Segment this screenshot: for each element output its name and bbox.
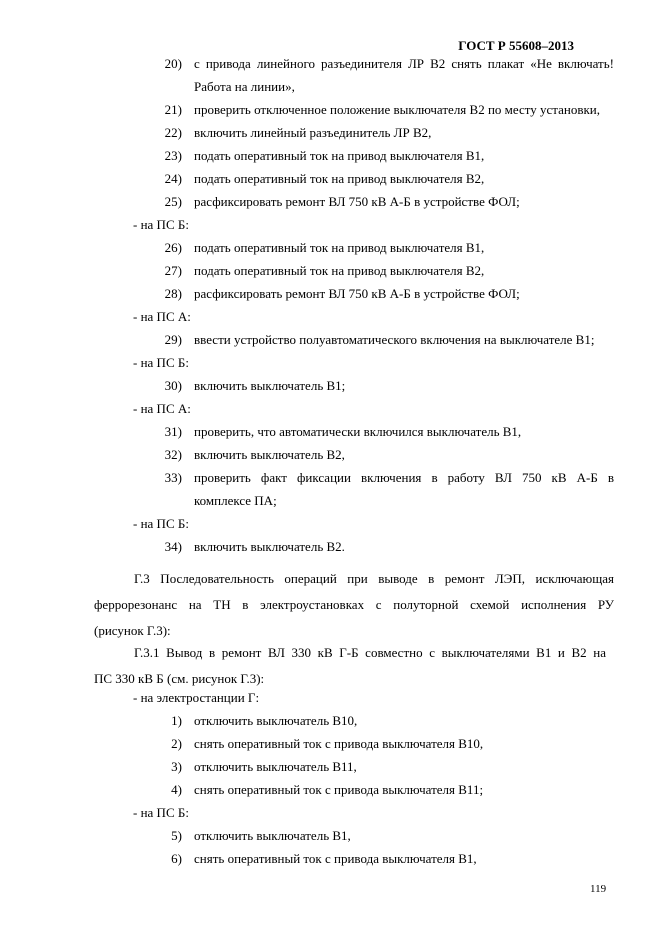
item-number: 5) (171, 828, 182, 843)
item-text: проверить, что автоматически включился выключатель В1, (194, 424, 522, 439)
item-text: отключить выключатель В10, (194, 713, 358, 728)
list-item (0, 56, 662, 74)
item-number: 27) (164, 263, 182, 278)
item-text: снять оперативный ток с привода выключателя В11; (194, 782, 484, 797)
list-item (0, 378, 662, 396)
item-text: ввести устройство полуавтоматического включения на выключателе В1; (194, 332, 595, 347)
list-item (0, 759, 662, 777)
section-paragraph (94, 640, 606, 692)
item-text-continuation: Работа на линии», (194, 79, 295, 94)
item-number: 20) (164, 56, 182, 71)
item-number: 28) (164, 286, 182, 301)
item-text: отключить выключатель В11, (194, 759, 357, 774)
substation-label: - на ПС А: (133, 309, 191, 324)
item-number: 25) (164, 194, 182, 209)
item-number: 21) (164, 102, 182, 117)
list-item (0, 194, 662, 212)
list-item-continuation (0, 493, 662, 511)
item-number: 32) (164, 447, 182, 462)
item-text: подать оперативный ток на привод выключателя В1, (194, 240, 485, 255)
item-text: включить линейный разъединитель ЛР В2, (194, 125, 432, 140)
item-number: 26) (164, 240, 182, 255)
item-text: с привода линейного разъединителя ЛР В2 снять плакат «Не включать! (194, 56, 614, 71)
item-number: 34) (164, 539, 182, 554)
list-item (0, 424, 662, 442)
section-paragraph (94, 566, 614, 644)
item-text-continuation: комплексе ПА; (194, 493, 277, 508)
item-text: подать оперативный ток на привод выключателя В1, (194, 148, 485, 163)
list-item (0, 828, 662, 846)
list-item (0, 240, 662, 258)
item-number: 3) (171, 759, 182, 774)
paragraph-line: феррорезонанс на ТН в электроустановках с полуторной схемой исполнения РУ (94, 597, 614, 612)
list-item-continuation (0, 79, 662, 97)
list-item (0, 736, 662, 754)
list-item (0, 171, 662, 189)
item-number: 23) (164, 148, 182, 163)
list-item (0, 125, 662, 143)
item-text: включить выключатель В2. (194, 539, 345, 554)
item-text: подать оперативный ток на привод выключателя В2, (194, 171, 485, 186)
item-text: включить выключатель В1; (194, 378, 346, 393)
list-item (0, 851, 662, 869)
item-number: 29) (164, 332, 182, 347)
substation-label: - на ПС Б: (133, 217, 189, 232)
list-item (0, 539, 662, 557)
item-number: 2) (171, 736, 182, 751)
paragraph-line: (рисунок Г.3): (94, 623, 171, 638)
list-item (0, 286, 662, 304)
list-item (0, 263, 662, 281)
item-number: 33) (164, 470, 182, 485)
item-number: 4) (171, 782, 182, 797)
item-number: 31) (164, 424, 182, 439)
substation-label: - на ПС Б: (133, 805, 189, 820)
list-item (0, 102, 662, 120)
item-text: снять оперативный ток с привода выключателя В1, (194, 851, 477, 866)
item-text: снять оперативный ток с привода выключателя В10, (194, 736, 484, 751)
item-text: включить выключатель В2, (194, 447, 345, 462)
item-text: расфиксировать ремонт ВЛ 750 кВ А-Б в устройстве ФОЛ; (194, 286, 520, 301)
substation-label: - на ПС Б: (133, 516, 189, 531)
paragraph-line: ПС 330 кВ Б (см. рисунок Г.3): (94, 671, 265, 686)
document-header: ГОСТ Р 55608–2013 (458, 38, 574, 53)
substation-label: - на ПС Б: (133, 355, 189, 370)
item-number: 6) (171, 851, 182, 866)
list-item (0, 148, 662, 166)
item-text: проверить отключенное положение выключателя В2 по месту установки, (194, 102, 601, 117)
list-item (0, 447, 662, 465)
item-number: 24) (164, 171, 182, 186)
item-number: 1) (171, 713, 182, 728)
paragraph-line: Г.3 Последовательность операций при выводе в ремонт ЛЭП, исключающая (134, 571, 614, 586)
list-item (0, 470, 662, 488)
item-text: подать оперативный ток на привод выключателя В2, (194, 263, 485, 278)
substation-label: - на ПС А: (133, 401, 191, 416)
item-text: отключить выключатель В1, (194, 828, 351, 843)
page-number: 119 (590, 883, 607, 895)
plant-label: - на электростанции Г: (133, 690, 260, 705)
paragraph-line: Г.3.1 Вывод в ремонт ВЛ 330 кВ Г-Б совместно с выключателями В1 и В2 на (134, 645, 606, 660)
item-text: проверить факт фиксации включения в работу ВЛ 750 кВ А-Б в (194, 470, 614, 485)
list-item (0, 332, 662, 350)
list-item (0, 713, 662, 731)
item-number: 30) (164, 378, 182, 393)
list-item (0, 782, 662, 800)
item-number: 22) (164, 125, 182, 140)
item-text: расфиксировать ремонт ВЛ 750 кВ А-Б в устройстве ФОЛ; (194, 194, 520, 209)
